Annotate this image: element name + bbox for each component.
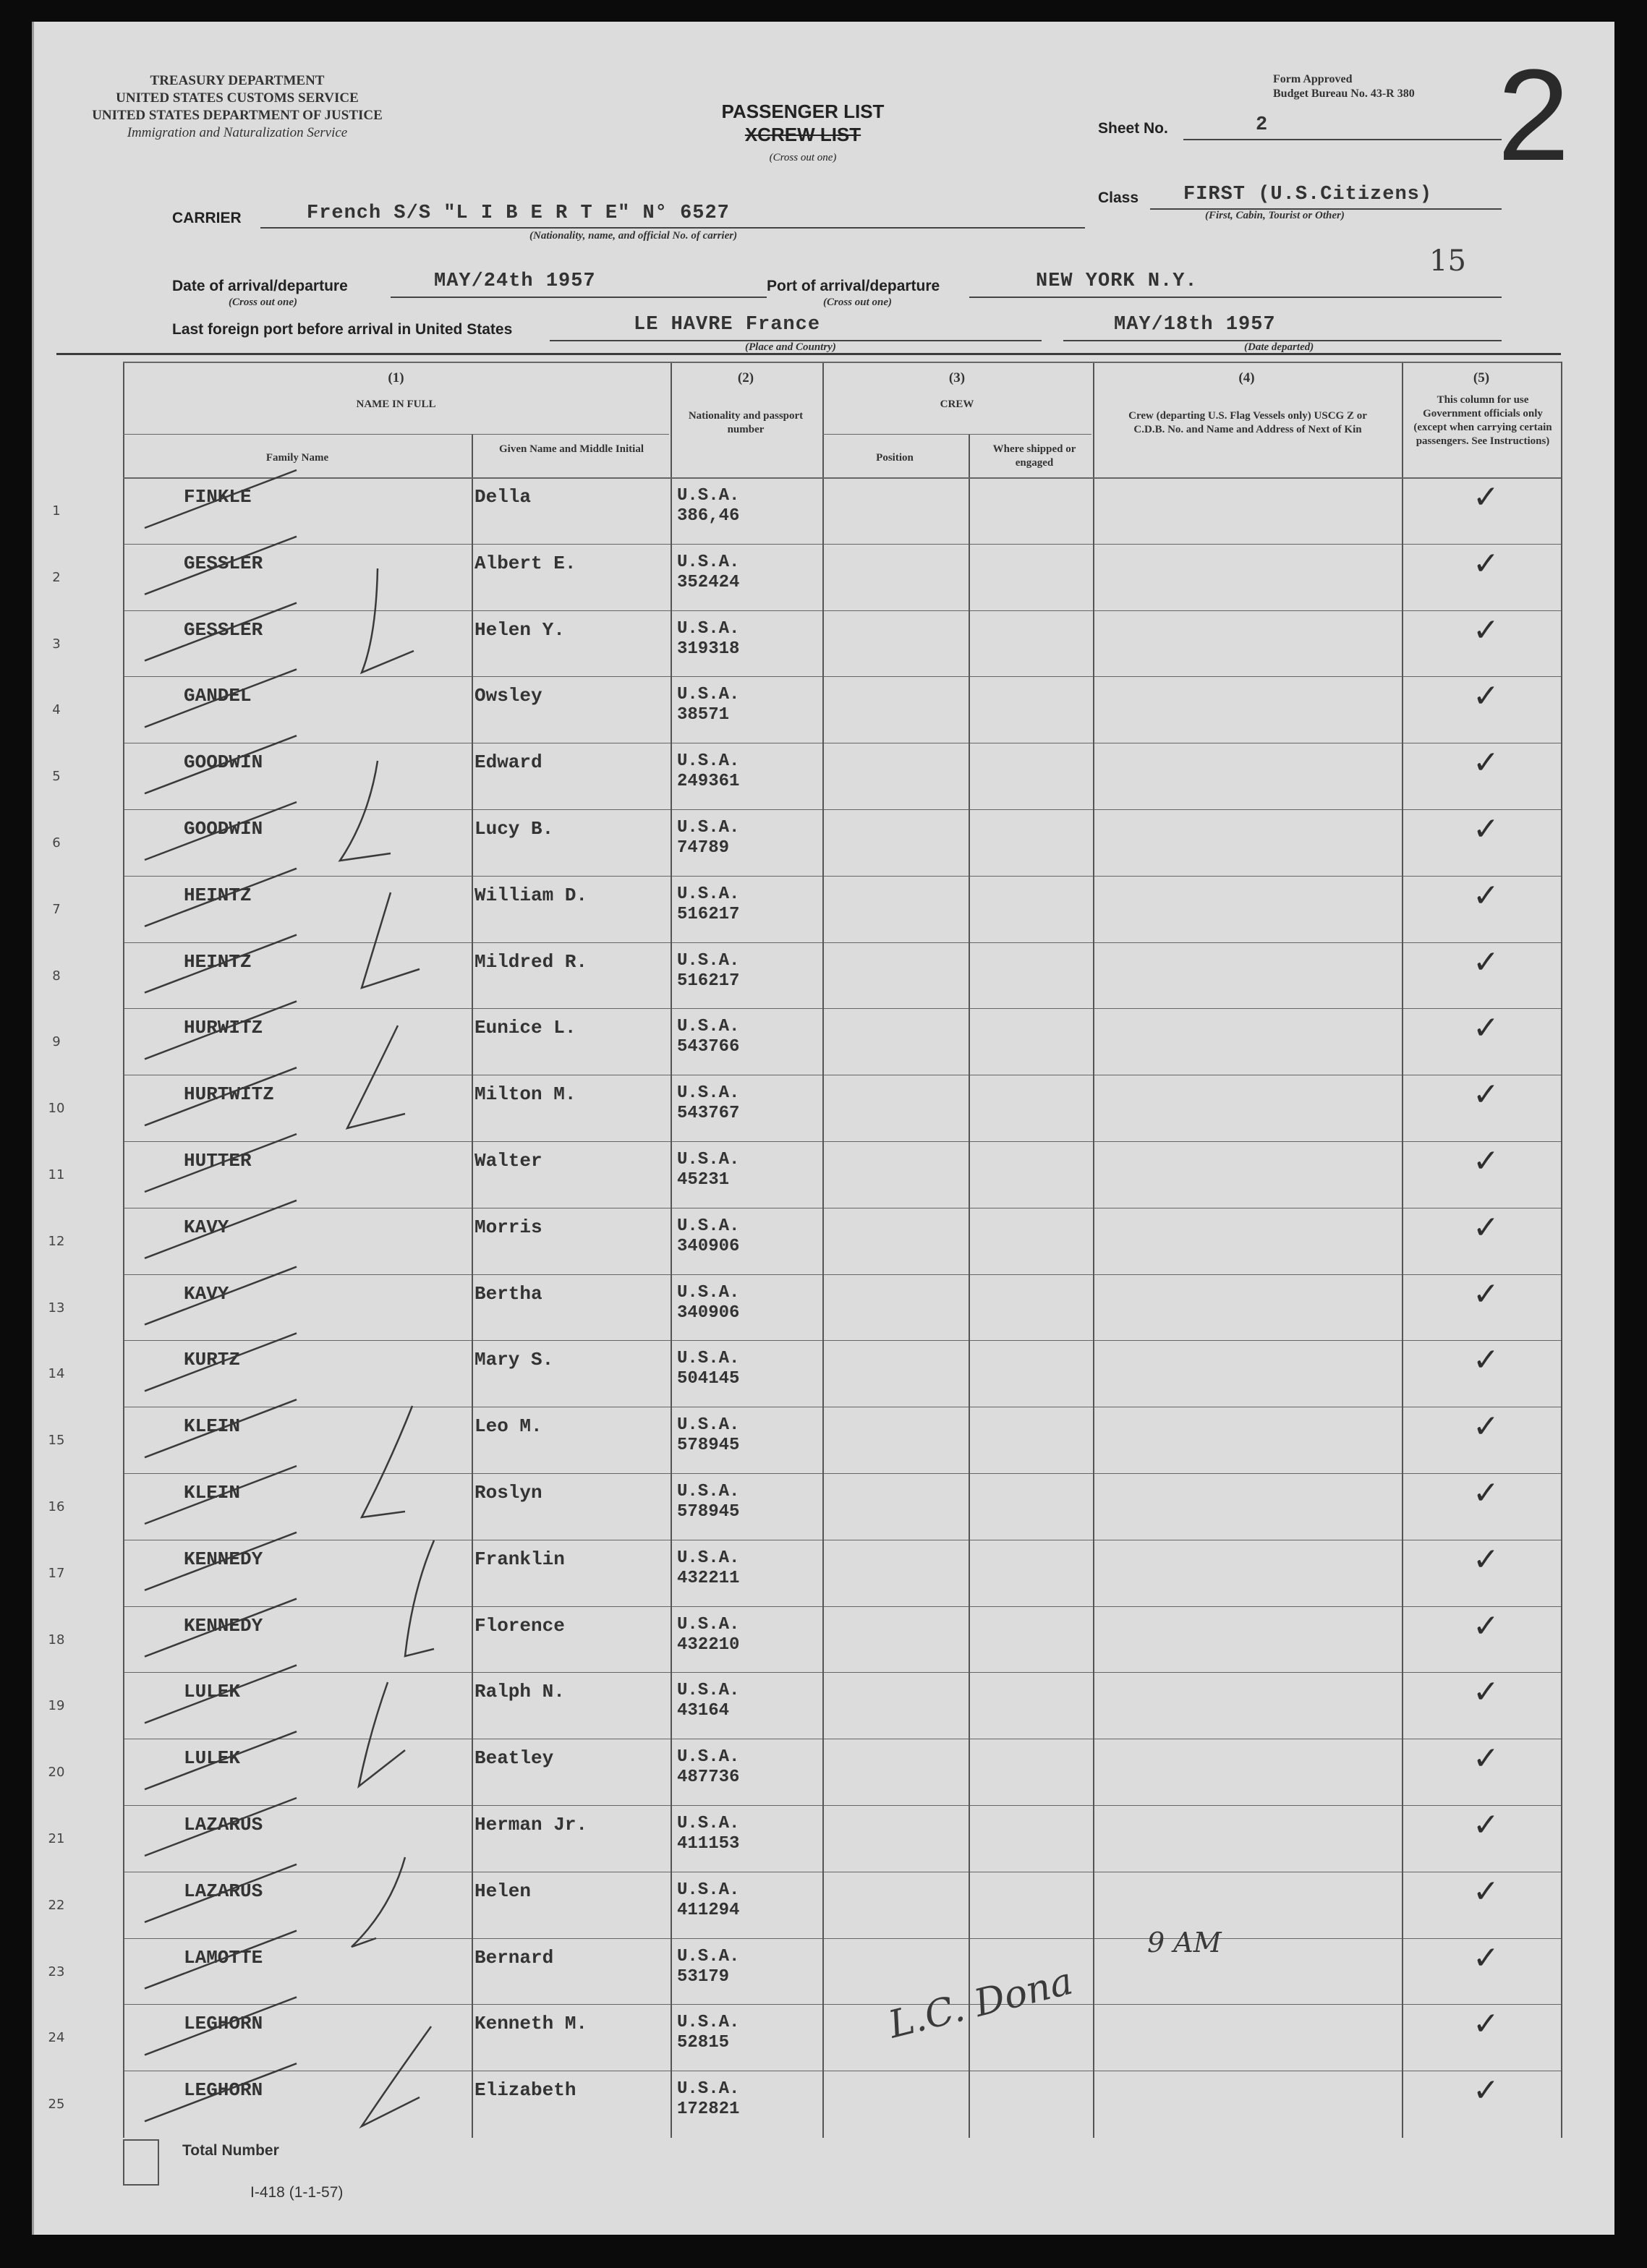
title-crew-list: XCREW LIST xyxy=(744,124,861,145)
checkmark-icon: ✓ xyxy=(1473,1607,1499,1645)
given-name-cell: Franklin xyxy=(474,1548,565,1570)
check-slash-mark xyxy=(145,603,297,661)
bracket-mark xyxy=(340,761,391,861)
nationality-cell: U.S.A. xyxy=(677,1614,740,1634)
check-slash-mark xyxy=(145,2063,297,2121)
passport-number-cell: 411294 xyxy=(677,1900,740,1920)
col5-title: This column for use Government officials only (except when carrying certain passengers. See Instructions) xyxy=(1413,394,1552,447)
col5-number: (5) xyxy=(1473,370,1490,385)
family-name-cell: KLEIN xyxy=(184,1415,241,1438)
agency-line: UNITED STATES CUSTOMS SERVICE xyxy=(116,90,359,106)
nationality-cell: U.S.A. xyxy=(677,1415,740,1436)
carrier-caption: (Nationality, name, and official No. of carrier) xyxy=(529,230,738,242)
checkmark-icon: ✓ xyxy=(1473,1939,1499,1977)
checkmark-icon: ✓ xyxy=(1473,1342,1499,1379)
given-name-cell: Helen Y. xyxy=(474,618,565,641)
given-name-cell: Milton M. xyxy=(474,1083,576,1106)
given-name-cell: Elizabeth xyxy=(474,2079,576,2102)
row-number: 11 xyxy=(48,1167,65,1182)
row-number: 17 xyxy=(48,1565,65,1581)
col2-number: (2) xyxy=(737,370,754,385)
bracket-mark xyxy=(347,1026,405,1128)
check-slash-mark xyxy=(145,1067,297,1125)
given-name-cell: Morris xyxy=(474,1216,542,1238)
given-name-cell: Della xyxy=(474,486,532,508)
row-number: 4 xyxy=(52,702,61,718)
given-name-cell: Bernard xyxy=(474,1946,554,1969)
checkmark-icon: ✓ xyxy=(1473,2005,1499,2043)
check-slash-mark xyxy=(145,1997,297,2055)
checkmark-icon: ✓ xyxy=(1473,1408,1499,1446)
checkmark-icon: ✓ xyxy=(1473,1208,1499,1246)
bracket-mark xyxy=(405,1540,434,1656)
check-slash-mark xyxy=(145,802,297,860)
passport-number-cell: 516217 xyxy=(677,971,740,991)
nationality-cell: U.S.A. xyxy=(677,1017,740,1037)
passport-number-cell: 249361 xyxy=(677,772,740,792)
given-name-cell: Roslyn xyxy=(474,1482,542,1504)
checkmark-icon: ✓ xyxy=(1473,1143,1499,1180)
sheet-label: Sheet No. xyxy=(1098,120,1168,137)
nationality-cell: U.S.A. xyxy=(677,552,740,572)
nationality-cell: U.S.A. xyxy=(677,1349,740,1369)
given-name-cell: Kenneth M. xyxy=(474,2013,588,2035)
port-value: NEW YORK N.Y. xyxy=(1036,270,1198,292)
family-name-cell: LAZARUS xyxy=(184,1880,263,1902)
row-number: 24 xyxy=(48,2030,65,2046)
bracket-mark xyxy=(362,568,414,673)
family-name-cell: KAVY xyxy=(184,1282,229,1305)
total-number-label: Total Number xyxy=(182,2142,279,2159)
check-slash-mark xyxy=(145,1665,297,1723)
row-number: 15 xyxy=(48,1433,65,1449)
col3-title: CREW xyxy=(940,398,974,410)
family-name-cell: GANDEL xyxy=(184,685,252,707)
col-given-name-header: Given Name and Middle Initial xyxy=(498,443,644,455)
bracket-mark xyxy=(362,2026,431,2126)
row-number: 19 xyxy=(48,1698,65,1714)
agency-subline: Immigration and Naturalization Service xyxy=(127,125,348,140)
check-slash-mark xyxy=(145,1333,297,1391)
family-name-cell: LAMOTTE xyxy=(184,1946,263,1969)
family-name-cell: LULEK xyxy=(184,1681,241,1703)
checkmark-icon: ✓ xyxy=(1473,1076,1499,1114)
given-name-cell: Beatley xyxy=(474,1747,554,1770)
sheet-big-number: 2 xyxy=(1497,43,1570,188)
checkmark-icon: ✓ xyxy=(1473,811,1499,848)
row-number: 20 xyxy=(48,1765,65,1781)
row-number: 6 xyxy=(52,835,61,850)
given-name-cell: Eunice L. xyxy=(474,1017,576,1039)
checkmark-icon: ✓ xyxy=(1473,1540,1499,1578)
title-instruction: (Cross out one) xyxy=(769,152,837,163)
nationality-cell: U.S.A. xyxy=(677,884,740,904)
passport-number-cell: 432210 xyxy=(677,1634,740,1655)
title-passenger-list: PASSENGER LIST xyxy=(721,101,885,122)
row-number: 23 xyxy=(48,1964,65,1979)
date-arrival-label: Date of arrival/departure xyxy=(172,278,348,294)
row-number: 2 xyxy=(52,569,61,585)
col-family-name-header: Family Name xyxy=(265,452,329,464)
family-name-cell: GESSLER xyxy=(184,618,263,641)
checkmark-icon: ✓ xyxy=(1473,545,1499,582)
date-departed-value: MAY/18th 1957 xyxy=(1114,314,1276,336)
check-slash-mark xyxy=(145,1134,297,1192)
row-number: 13 xyxy=(48,1300,65,1316)
nationality-cell: U.S.A. xyxy=(677,1747,740,1768)
given-name-cell: Ralph N. xyxy=(474,1681,565,1703)
passport-number-cell: 53179 xyxy=(677,1966,730,1987)
family-name-cell: LAZARUS xyxy=(184,1814,263,1836)
nationality-cell: U.S.A. xyxy=(677,1282,740,1303)
family-name-cell: GOODWIN xyxy=(184,751,263,774)
row-number: 14 xyxy=(48,1366,65,1382)
passport-number-cell: 340906 xyxy=(677,1236,740,1256)
class-caption: (First, Cabin, Tourist or Other) xyxy=(1205,210,1345,221)
nationality-cell: U.S.A. xyxy=(677,486,740,506)
nationality-cell: U.S.A. xyxy=(677,1482,740,1501)
checkmark-icon: ✓ xyxy=(1473,943,1499,981)
handwritten-signature: L.C. Dona xyxy=(884,1959,1077,2047)
check-slash-mark xyxy=(145,1399,297,1457)
given-name-cell: Mildred R. xyxy=(474,950,588,973)
class-value: FIRST (U.S.Citizens) xyxy=(1183,184,1433,205)
passport-number-cell: 432211 xyxy=(677,1568,740,1588)
given-name-cell: Bertha xyxy=(474,1282,542,1305)
given-name-cell: William D. xyxy=(474,884,588,906)
checkmark-icon: ✓ xyxy=(1473,611,1499,649)
budget-bureau-number: Budget Bureau No. 43-R 380 xyxy=(1273,88,1415,100)
foreign-port-value: LE HAVRE France xyxy=(634,314,821,336)
port-code: 15 xyxy=(1429,244,1466,278)
row-number: 10 xyxy=(48,1101,65,1117)
nationality-cell: U.S.A. xyxy=(677,2079,740,2099)
check-slash-mark xyxy=(145,1001,297,1059)
passport-number-cell: 578945 xyxy=(677,1502,740,1522)
carrier-value: French S/S "L I B E R T E" N° 6527 xyxy=(307,202,730,224)
check-slash-mark xyxy=(145,1798,297,1856)
passport-number-cell: 319318 xyxy=(677,639,740,659)
check-slash-mark xyxy=(145,869,297,926)
passport-number-cell: 74789 xyxy=(677,838,730,858)
row-number: 25 xyxy=(48,2097,65,2113)
nationality-cell: U.S.A. xyxy=(677,1681,740,1701)
handwritten-time-annotation: 9 AM xyxy=(1147,1927,1222,1958)
check-slash-mark xyxy=(145,1201,297,1258)
check-slash-mark xyxy=(145,736,297,793)
passport-number-cell: 52815 xyxy=(677,2033,730,2053)
given-name-cell: Lucy B. xyxy=(474,818,554,840)
check-slash-mark xyxy=(145,1599,297,1657)
port-caption: (Cross out one) xyxy=(823,297,893,308)
family-name-cell: HURWITZ xyxy=(184,1017,263,1039)
nationality-cell: U.S.A. xyxy=(677,1880,740,1900)
col1-title: NAME IN FULL xyxy=(356,398,436,410)
foreign-port-caption: (Place and Country) xyxy=(745,341,836,353)
check-slash-mark xyxy=(145,935,297,993)
passport-number-cell: 578945 xyxy=(677,1436,740,1456)
bracket-mark xyxy=(359,1682,405,1786)
col1-number: (1) xyxy=(388,370,404,385)
bracket-mark xyxy=(362,892,420,988)
given-name-cell: Owsley xyxy=(474,685,542,707)
family-name-cell: HEINTZ xyxy=(184,950,252,973)
row-number: 3 xyxy=(52,636,61,652)
check-slash-mark xyxy=(145,1864,297,1922)
date-arrival-caption: (Cross out one) xyxy=(229,297,298,308)
row-number: 8 xyxy=(52,968,61,984)
given-name-cell: Edward xyxy=(474,751,542,774)
agency-line: TREASURY DEPARTMENT xyxy=(150,73,325,88)
form-approved-label: Form Approved xyxy=(1273,73,1353,85)
passport-number-cell: 38571 xyxy=(677,705,730,725)
passport-number-cell: 340906 xyxy=(677,1303,740,1323)
passport-number-cell: 172821 xyxy=(677,2099,740,2120)
family-name-cell: GESSLER xyxy=(184,552,263,574)
port-label: Port of arrival/departure xyxy=(767,278,940,294)
col2-title: Nationality and passport number xyxy=(688,410,804,435)
passport-number-cell: 516217 xyxy=(677,904,740,924)
nationality-cell: U.S.A. xyxy=(677,1150,740,1169)
nationality-cell: U.S.A. xyxy=(677,1548,740,1568)
nationality-cell: U.S.A. xyxy=(677,618,740,639)
family-name-cell: GOODWIN xyxy=(184,818,263,840)
row-number: 21 xyxy=(48,1831,65,1846)
check-slash-mark xyxy=(145,1731,297,1789)
nationality-cell: U.S.A. xyxy=(677,818,740,837)
checkmark-icon: ✓ xyxy=(1473,678,1499,715)
nationality-cell: U.S.A. xyxy=(677,1814,740,1833)
checkmark-icon: ✓ xyxy=(1473,1872,1499,1910)
passport-number-cell: 352424 xyxy=(677,572,740,592)
checkmark-icon: ✓ xyxy=(1473,2072,1499,2110)
family-name-cell: LEGHORN xyxy=(184,2079,263,2102)
row-number: 12 xyxy=(48,1233,65,1249)
given-name-cell: Mary S. xyxy=(474,1349,554,1371)
given-name-cell: Herman Jr. xyxy=(474,1814,588,1836)
row-number: 7 xyxy=(52,901,61,917)
carrier-label: CARRIER xyxy=(172,210,242,226)
checkmark-icon: ✓ xyxy=(1473,479,1499,516)
foreign-port-label: Last foreign port before arrival in United States xyxy=(172,321,513,338)
family-name-cell: LEGHORN xyxy=(184,2013,263,2035)
passport-number-cell: 543767 xyxy=(677,1104,740,1124)
row-number: 5 xyxy=(52,769,61,785)
nationality-cell: U.S.A. xyxy=(677,950,740,971)
col-position-header: Position xyxy=(876,452,914,464)
row-number: 9 xyxy=(52,1034,61,1050)
check-slash-mark xyxy=(145,669,297,727)
check-slash-mark xyxy=(145,1532,297,1590)
row-number: 22 xyxy=(48,1897,65,1913)
given-name-cell: Albert E. xyxy=(474,552,576,574)
col-where-shipped-header: Where shipped or engaged xyxy=(992,443,1076,469)
nationality-cell: U.S.A. xyxy=(677,1946,740,1966)
passport-number-cell: 543766 xyxy=(677,1037,740,1057)
given-name-cell: Walter xyxy=(474,1150,542,1172)
family-name-cell: LULEK xyxy=(184,1747,241,1770)
nationality-cell: U.S.A. xyxy=(677,751,740,772)
agency-line: UNITED STATES DEPARTMENT OF JUSTICE xyxy=(92,108,383,123)
date-departed-caption: (Date departed) xyxy=(1244,341,1314,353)
check-slash-mark xyxy=(145,537,297,594)
given-name-cell: Florence xyxy=(474,1614,565,1637)
row-number: 18 xyxy=(48,1632,65,1647)
row-number: 16 xyxy=(48,1499,65,1514)
checkmark-icon: ✓ xyxy=(1473,1674,1499,1711)
family-name-cell: HEINTZ xyxy=(184,884,252,906)
nationality-cell: U.S.A. xyxy=(677,685,740,705)
passport-number-cell: 386,46 xyxy=(677,506,740,526)
family-name-cell: HURTWITZ xyxy=(184,1083,274,1106)
family-name-cell: KAVY xyxy=(184,1216,229,1238)
given-name-cell: Helen xyxy=(474,1880,532,1902)
family-name-cell: KLEIN xyxy=(184,1482,241,1504)
check-slash-mark xyxy=(145,1267,297,1325)
passport-number-cell: 504145 xyxy=(677,1369,740,1389)
checkmark-icon: ✓ xyxy=(1473,744,1499,782)
check-slash-mark xyxy=(145,1931,297,1989)
family-name-cell: HUTTER xyxy=(184,1150,252,1172)
family-name-cell: FINKLE xyxy=(184,486,252,508)
form-number: I-418 (1-1-57) xyxy=(250,2184,344,2201)
nationality-cell: U.S.A. xyxy=(677,2013,740,2033)
check-slash-mark xyxy=(145,1466,297,1524)
family-name-cell: KENNEDY xyxy=(184,1548,263,1570)
passport-number-cell: 411153 xyxy=(677,1834,740,1854)
check-slash-mark xyxy=(145,470,297,528)
checkmark-icon: ✓ xyxy=(1473,1740,1499,1778)
checkmark-icon: ✓ xyxy=(1473,1807,1499,1843)
bracket-mark xyxy=(362,1406,412,1517)
date-arrival-value: MAY/24th 1957 xyxy=(434,270,596,292)
passport-number-cell: 43164 xyxy=(677,1701,730,1721)
family-name-cell: KENNEDY xyxy=(184,1614,263,1637)
given-name-cell: Leo M. xyxy=(474,1415,542,1438)
family-name-cell: KURTZ xyxy=(184,1349,241,1371)
col4-number: (4) xyxy=(1238,370,1255,385)
sheet-value: 2 xyxy=(1256,114,1269,136)
passport-number-cell: 45231 xyxy=(677,1170,730,1190)
nationality-cell: U.S.A. xyxy=(677,1216,740,1236)
checkmark-icon: ✓ xyxy=(1473,1475,1499,1512)
col3-number: (3) xyxy=(948,370,966,385)
bracket-mark xyxy=(352,1857,405,1947)
checkmark-icon: ✓ xyxy=(1473,1275,1499,1313)
passport-number-cell: 487736 xyxy=(677,1768,740,1788)
row-number: 1 xyxy=(52,503,61,519)
nationality-cell: U.S.A. xyxy=(677,1083,740,1104)
checkmark-icon: ✓ xyxy=(1473,877,1499,914)
col4-title: Crew (departing U.S. Flag Vessels only) USCG Z or C.D.B. No. and Name and Address of Next of Kin xyxy=(1128,410,1367,435)
checkmark-icon: ✓ xyxy=(1473,1010,1499,1047)
class-label: Class xyxy=(1098,189,1139,206)
